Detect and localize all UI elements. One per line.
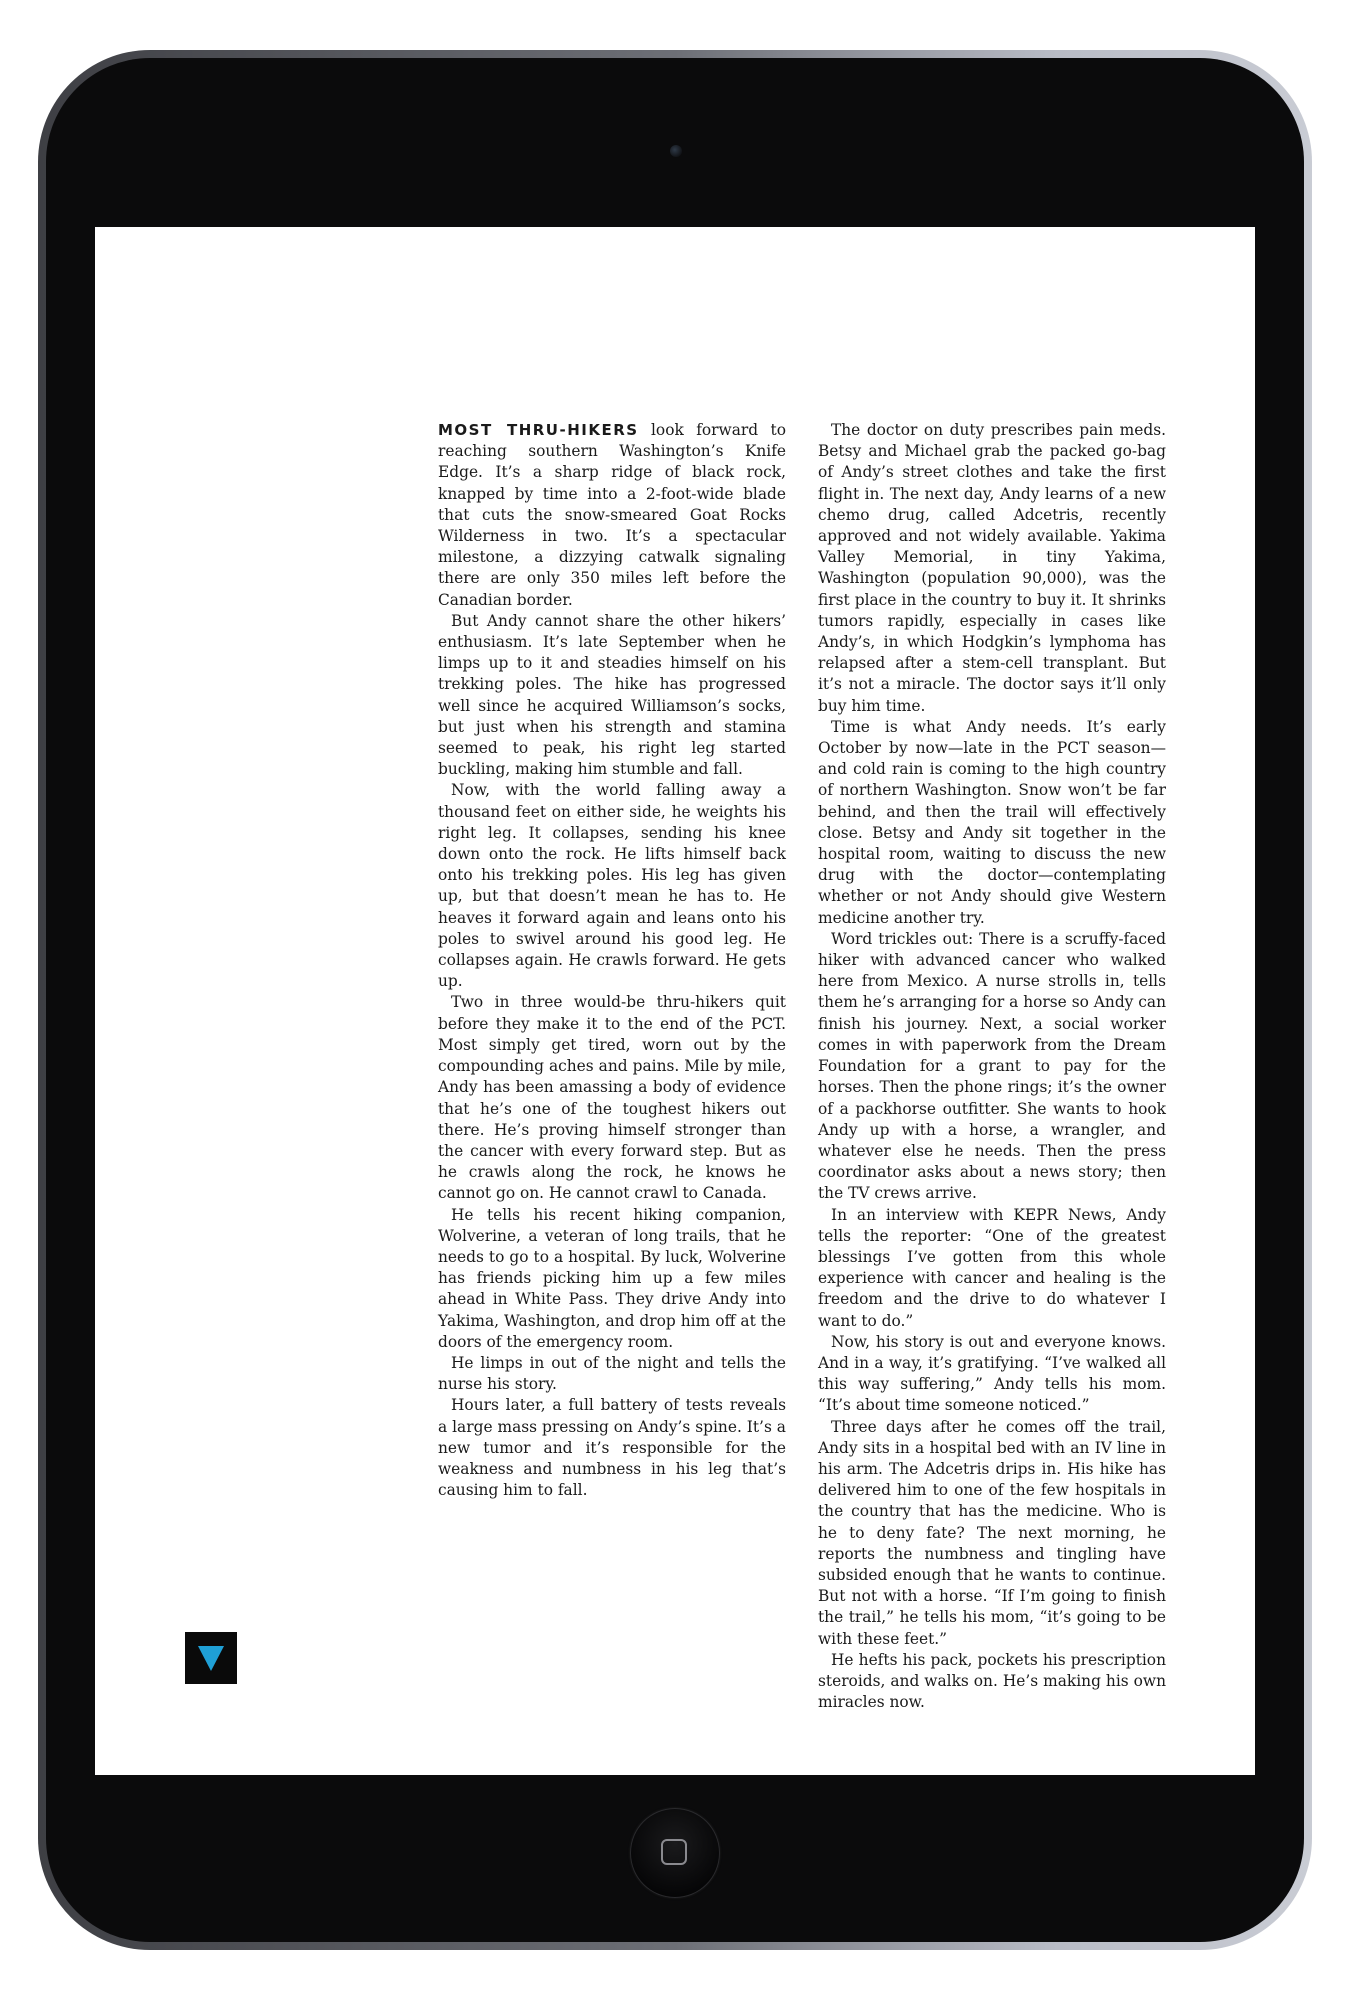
article-paragraph: He hefts his pack, pockets his prescription steroids, and walks on. He’s making his own miracles now. xyxy=(818,1650,1166,1712)
article-paragraph: Two in three would-be thru-hikers quit before they make it to the end of the PCT. Most simply get tired, worn out by the compounding aches and pains. Mile by mile, Andy has been amassing a body of evidence that he’s one of the toughest hikers out there. He’s proving himself stronger than the cancer with every forward step. But as he crawls along the rock, he knows he cannot go on. He cannot crawl to Canada. xyxy=(438,993,786,1203)
home-button[interactable] xyxy=(630,1808,720,1898)
article-column-1 xyxy=(438,420,786,1501)
article-paragraph: Hours later, a full battery of tests reveals a large mass pressing on Andy’s spine. It’s a new tumor and it’s responsible for the weakness and numbness in his leg that’s causing him to fall. xyxy=(438,1396,786,1500)
article-paragraph: Now, with the world falling away a thousand feet on either side, he weights his right leg. It collapses, sending his knee down onto the rock. He lifts himself back onto his trekking poles. His leg has given up, but that doesn’t mean he has to. He heaves it forward again and leans onto his poles to swivel around his good leg. He collapses again. He crawls forward. He gets up. xyxy=(438,781,786,991)
article-paragraph xyxy=(438,420,786,611)
next-page-button[interactable] xyxy=(185,1632,237,1684)
article-paragraph: He tells his recent hiking companion, Wolverine, a veteran of long trails, that he needs to go to a hospital. By luck, Wolverine has friends picking him up a few miles ahead in White Pass. They drive Andy into Yakima, Washington, and drop him off at the doors of the emergency room. xyxy=(438,1205,786,1351)
article-paragraph: Now, his story is out and everyone knows. And in a way, it’s gratifying. “I’ve walked all this way suffering,” Andy tells his mom. “It’s about time someone noticed.” xyxy=(818,1332,1166,1415)
camera-icon xyxy=(670,145,682,157)
article-paragraph: Word trickles out: There is a scruffy-faced hiker with advanced cancer who walked here from Mexico. A nurse strolls in, tells them he’s arranging for a horse so Andy can finish his journey. Next, a social worker comes in with paperwork from the Dream Foundation for a grant to pay for the horses. Then the phone rings; it’s the owner of a packhorse outfitter. She wants to hook Andy up with a horse, a wrangler, and whatever else he needs. Then the press coordinator asks about a news story; then the TV crews arrive. xyxy=(818,929,1166,1203)
lead-in-caps: MOST THRU-HIKERS xyxy=(438,421,639,439)
home-button-icon xyxy=(661,1839,687,1865)
article-paragraph: In an interview with KEPR News, Andy tells the reporter: “One of the greatest blessings I’ve gotten from this whole experience with cancer and healing is the freedom and the drive to do whatever I want to do.” xyxy=(818,1205,1166,1330)
article-column-2 xyxy=(818,420,1166,1713)
article-paragraph: Time is what Andy needs. It’s early October by now—late in the PCT season—and cold rain is coming to the high country of northern Washington. Snow won’t be far behind, and then the trail will effectively close. Betsy and Andy sit together in the hospital room, waiting to discuss the new drug with the doctor—contemplating whether or not Andy should give Western medicine another try. xyxy=(818,717,1166,927)
lead-paragraph-text: look forward to reaching southern Washington’s Knife Edge. It’s a sharp ridge of black rock, knapped by time into a 2-foot-wide blade that cuts the snow-smeared Goat Rocks Wilderness in two. It’s a spectacular milestone, a dizzying catwalk signaling there are only 350 miles left before the Canadian border. xyxy=(438,421,786,609)
article-paragraph: He limps in out of the night and tells the nurse his story. xyxy=(438,1353,786,1394)
down-arrow-icon xyxy=(198,1646,224,1671)
article-paragraph: But Andy cannot share the other hikers’ enthusiasm. It’s late September when he limps up to it and steadies himself on his trekking poles. The hike has progressed well since he acquired Williamson’s socks, but just when his strength and stamina seemed to peak, his right leg started buckling, making him stumble and fall. xyxy=(438,611,786,779)
article-paragraph: Three days after he comes off the trail, Andy sits in a hospital bed with an IV line in his arm. The Adcetris drips in. His hike has delivered him to one of the few hospitals in the country that has the medicine. Who is he to deny fate? The next morning, he reports the numbness and tingling have subsided enough that he wants to continue. But not with a horse. “If I’m going to finish the trail,” he tells his mom, “it’s going to be with these feet.” xyxy=(818,1417,1166,1648)
tablet-screen xyxy=(95,227,1255,1775)
article-paragraph: The doctor on duty prescribes pain meds. Betsy and Michael grab the packed go-bag of Andy’s street clothes and take the first flight in. The next day, Andy learns of a new chemo drug, called Adcetris, recently approved and not widely available. Yakima Valley Memorial, in tiny Yakima, Washington (population 90,000), was the first place in the country to buy it. It shrinks tumors rapidly, especially in cases like Andy’s, in which Hodgkin’s lymphoma has relapsed after a stem-cell transplant. But it’s not a miracle. The doctor says it’ll only buy him time. xyxy=(818,421,1166,715)
